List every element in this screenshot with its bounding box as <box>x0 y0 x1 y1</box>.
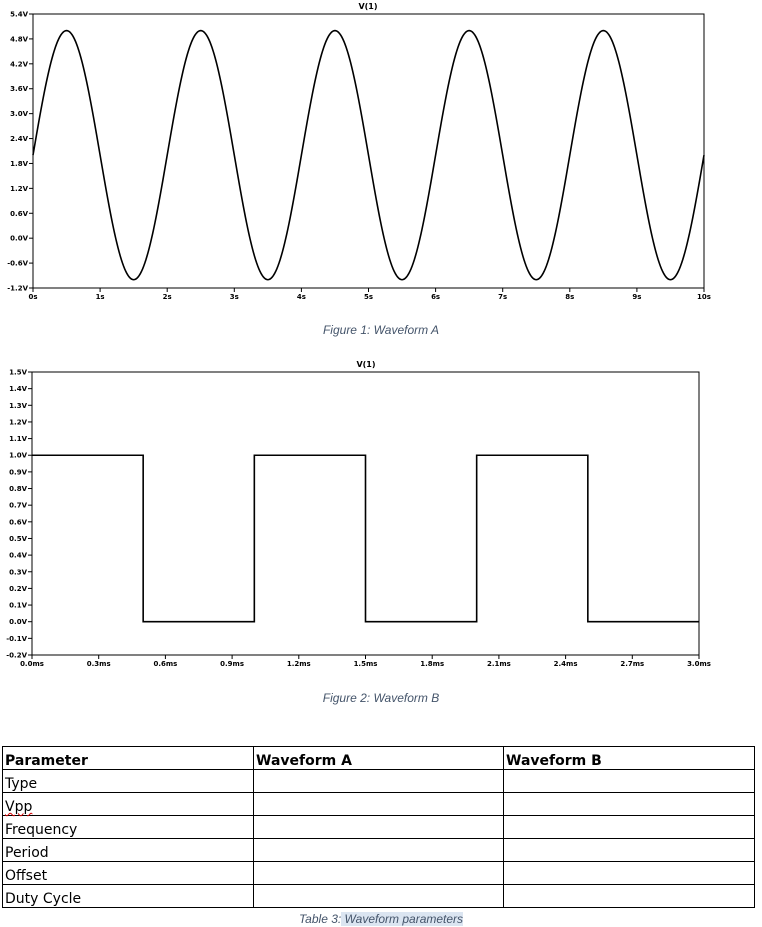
row-label: Frequency <box>3 816 254 839</box>
waveform-a-cell[interactable] <box>254 839 504 862</box>
waveform-parameters-table <box>2 746 755 908</box>
chart-title: V(1) <box>356 360 376 369</box>
waveform-a-chart <box>0 0 762 305</box>
x-tick-label: 3.0ms <box>687 660 711 668</box>
waveform-a-cell[interactable] <box>254 816 504 839</box>
x-tick-label: 1s <box>95 293 105 301</box>
x-tick-label: 0.6ms <box>153 660 178 668</box>
y-tick-label: 1.2V <box>9 418 27 427</box>
table-row <box>3 793 755 816</box>
y-tick-label: 0.0V <box>10 234 28 243</box>
y-tick-label: 0.2V <box>9 584 27 593</box>
y-tick-label: -0.2V <box>6 651 27 660</box>
waveform-a-cell[interactable] <box>254 862 504 885</box>
waveform-a-cell[interactable] <box>254 885 504 908</box>
waveform-b-chart <box>0 355 762 675</box>
waveform-b-plot <box>0 355 762 675</box>
header-waveform-a: Waveform A <box>254 747 504 770</box>
y-tick-label: 0.7V <box>9 501 27 510</box>
row-label: Type <box>3 770 254 793</box>
table-caption-prefix: Table 3: <box>298 912 342 926</box>
waveform-a-cell[interactable] <box>254 770 504 793</box>
y-tick-label: 1.5V <box>9 368 27 377</box>
figure-2-caption: Figure 2: Waveform B <box>322 691 440 705</box>
row-label <box>3 793 254 816</box>
y-tick-label: 1.0V <box>9 451 27 460</box>
y-tick-label: -0.6V <box>7 259 28 268</box>
x-tick-label: 2.1ms <box>486 660 511 668</box>
table-caption-title: Waveform parameters <box>341 912 464 926</box>
table-header-row <box>3 747 755 770</box>
y-tick-label: 0.9V <box>9 468 27 477</box>
y-tick-label: 0.6V <box>10 209 28 218</box>
y-tick-label: 0.3V <box>9 568 27 577</box>
y-tick-label: 0.5V <box>9 534 27 543</box>
x-tick-label: 9s <box>632 293 642 301</box>
waveform-b-cell[interactable] <box>504 770 755 793</box>
waveform-b-cell[interactable] <box>504 862 755 885</box>
figure-1-caption: Figure 1: Waveform A <box>322 323 440 337</box>
table-row <box>3 816 755 839</box>
y-tick-label: -0.1V <box>6 634 27 643</box>
header-parameter: Parameter <box>3 747 254 770</box>
waveform-a-plot <box>0 0 762 305</box>
waveform-b-cell[interactable] <box>504 816 755 839</box>
y-tick-label: 3.6V <box>10 85 28 94</box>
x-tick-label: 7s <box>498 293 508 301</box>
x-tick-label: 6s <box>431 293 441 301</box>
x-tick-label: 1.8ms <box>420 660 445 668</box>
y-tick-label: 4.8V <box>10 35 28 44</box>
spellcheck-word: Vpp <box>5 799 33 815</box>
x-tick-label: 2s <box>162 293 172 301</box>
series-line <box>33 31 704 280</box>
y-tick-label: 0.8V <box>9 485 27 494</box>
header-waveform-b: Waveform B <box>504 747 755 770</box>
y-tick-label: 0.4V <box>9 551 27 560</box>
y-tick-label: 0.6V <box>9 518 27 527</box>
waveform-b-cell[interactable] <box>504 885 755 908</box>
chart-title: V(1) <box>358 2 378 11</box>
y-tick-label: 1.1V <box>9 435 27 444</box>
x-tick-label: 3s <box>229 293 239 301</box>
y-tick-label: -1.2V <box>7 284 28 293</box>
x-tick-label: 10s <box>697 293 711 301</box>
x-tick-label: 0.9ms <box>220 660 245 668</box>
x-tick-label: 8s <box>565 293 575 301</box>
y-tick-label: 1.2V <box>10 184 28 193</box>
series-line <box>32 455 699 621</box>
table-3-caption <box>0 912 762 926</box>
y-tick-label: 5.4V <box>10 10 28 19</box>
x-tick-label: 0s <box>28 293 38 301</box>
row-label: Duty Cycle <box>3 885 254 908</box>
row-label: Period <box>3 839 254 862</box>
y-tick-label: 0.1V <box>9 601 27 610</box>
y-tick-label: 3.0V <box>10 110 28 119</box>
row-label: Offset <box>3 862 254 885</box>
y-tick-label: 4.2V <box>10 60 28 69</box>
waveform-b-cell[interactable] <box>504 839 755 862</box>
x-tick-label: 0.0ms <box>20 660 44 668</box>
x-tick-label: 1.2ms <box>286 660 311 668</box>
x-tick-label: 2.7ms <box>620 660 645 668</box>
y-tick-label: 0.0V <box>9 618 27 627</box>
table-row <box>3 885 755 908</box>
y-tick-label: 2.4V <box>10 135 28 144</box>
y-tick-label: 1.3V <box>9 401 27 410</box>
waveform-b-cell[interactable] <box>504 793 755 816</box>
table-row <box>3 839 755 862</box>
x-tick-label: 5s <box>363 293 374 301</box>
x-tick-label: 1.5ms <box>353 660 378 668</box>
table-row <box>3 770 755 793</box>
x-tick-label: 4s <box>296 293 306 301</box>
y-tick-label: 1.4V <box>9 385 27 394</box>
waveform-a-cell[interactable] <box>254 793 504 816</box>
y-tick-label: 1.8V <box>10 159 28 168</box>
table-row <box>3 862 755 885</box>
x-tick-label: 2.4ms <box>553 660 578 668</box>
x-tick-label: 0.3ms <box>86 660 111 668</box>
